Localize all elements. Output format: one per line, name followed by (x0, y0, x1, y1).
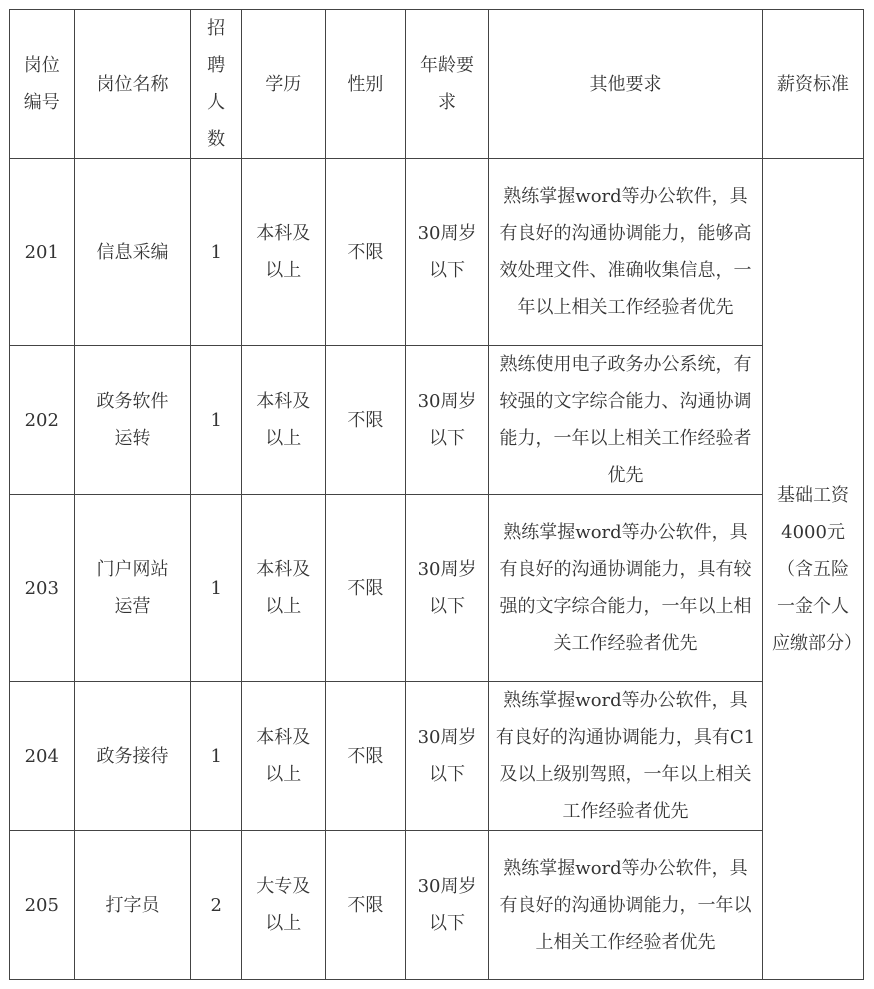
cell-gender: 不限 (325, 346, 406, 495)
cell-name: 门户网站运营 (74, 495, 191, 682)
cell-code: 204 (10, 682, 75, 831)
header-name: 岗位名称 (74, 10, 191, 159)
cell-education: 本科及以上 (241, 159, 325, 346)
cell-other: 熟练掌握word等办公软件，具有良好的沟通协调能力，具有C1及以上级别驾照，一年以上相关工作经验者优先 (488, 682, 762, 831)
cell-name: 政务接待 (74, 682, 191, 831)
cell-education: 本科及以上 (241, 495, 325, 682)
cell-education: 本科及以上 (241, 346, 325, 495)
header-education: 学历 (241, 10, 325, 159)
cell-code: 205 (10, 831, 75, 980)
cell-age: 30周岁以下 (406, 495, 489, 682)
cell-gender: 不限 (325, 682, 406, 831)
cell-count: 1 (191, 495, 241, 682)
cell-count: 1 (191, 159, 241, 346)
table-row (10, 831, 864, 980)
cell-code: 201 (10, 159, 75, 346)
table-row (10, 159, 864, 346)
cell-age: 30周岁以下 (406, 159, 489, 346)
cell-gender: 不限 (325, 831, 406, 980)
cell-gender: 不限 (325, 159, 406, 346)
header-count: 招聘人数 (191, 10, 241, 159)
cell-age: 30周岁以下 (406, 682, 489, 831)
header-gender: 性别 (325, 10, 406, 159)
cell-other: 熟练掌握word等办公软件，具有良好的沟通协调能力，一年以上相关工作经验者优先 (488, 831, 762, 980)
cell-other: 熟练掌握word等办公软件，具有良好的沟通协调能力，具有较强的文字综合能力，一年以上相关工作经验者优先 (488, 495, 762, 682)
header-other: 其他要求 (488, 10, 762, 159)
recruitment-table (9, 9, 864, 980)
cell-salary: 基础工资4000元（含五险一金个人应缴部分） (763, 159, 864, 980)
header-age: 年龄要求 (406, 10, 489, 159)
cell-age: 30周岁以下 (406, 346, 489, 495)
cell-name: 政务软件运转 (74, 346, 191, 495)
cell-education: 大专及以上 (241, 831, 325, 980)
cell-code: 202 (10, 346, 75, 495)
cell-name: 信息采编 (74, 159, 191, 346)
header-code: 岗位编号 (10, 10, 75, 159)
cell-other: 熟练掌握word等办公软件，具有良好的沟通协调能力，能够高效处理文件、准确收集信息，一年以上相关工作经验者优先 (488, 159, 762, 346)
table-row (10, 346, 864, 495)
cell-count: 2 (191, 831, 241, 980)
cell-count: 1 (191, 682, 241, 831)
cell-age: 30周岁以下 (406, 831, 489, 980)
cell-other: 熟练使用电子政务办公系统，有较强的文字综合能力、沟通协调能力，一年以上相关工作经验者优先 (488, 346, 762, 495)
header-row (10, 10, 864, 159)
cell-count: 1 (191, 346, 241, 495)
cell-code: 203 (10, 495, 75, 682)
cell-name: 打字员 (74, 831, 191, 980)
table-row (10, 682, 864, 831)
header-salary: 薪资标准 (763, 10, 864, 159)
cell-education: 本科及以上 (241, 682, 325, 831)
cell-gender: 不限 (325, 495, 406, 682)
table-row (10, 495, 864, 682)
